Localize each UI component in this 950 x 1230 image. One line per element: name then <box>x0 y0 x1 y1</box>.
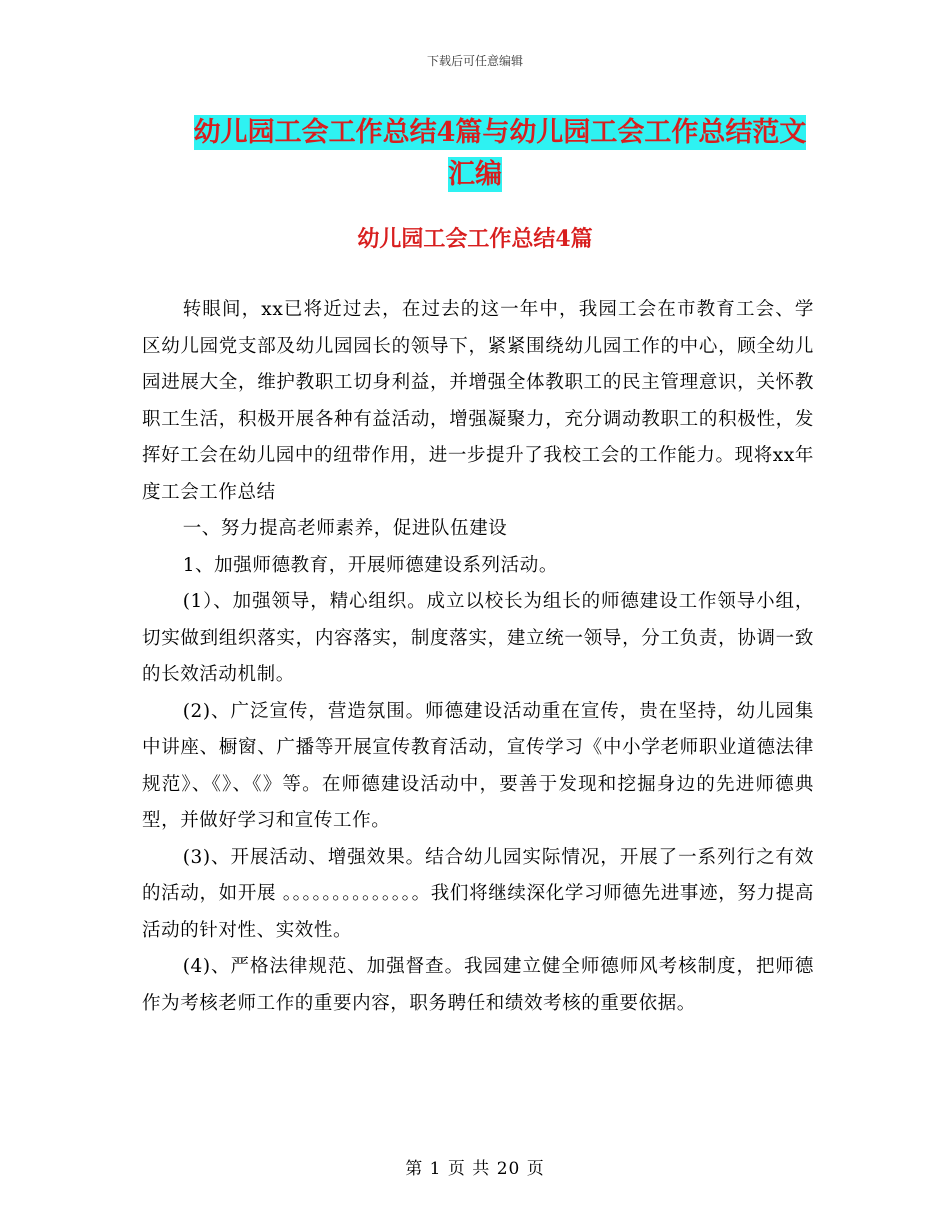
paragraph-item-2: (2)、广泛宣传，营造氛围。师德建设活动重在宣传，贵在坚持，幼儿园集中讲座、橱窗、广播等开展宣传教育活动，宣传学习《中小学老师职业道德法律规范》、《》、《》等。在师德建设活动中，要善于发现和挖掘身边的先进师德典型，并做好学习和宣传工作。 <box>142 700 814 831</box>
document-title-text-2: 汇编 <box>448 159 502 190</box>
paragraph-item-3: (3)、开展活动、增强效果。结合幼儿园实际情况，开展了一系列行之有效的活动，如开展 。。。。。。。。。。。。。。我们将继续深化学习师德先进事迹，努力提高活动的针对性、实效性。 <box>142 846 814 941</box>
page-header-note: 下载后可任意编辑 <box>426 54 523 68</box>
paragraph-intro: 转眼间，xx已将近过去，在过去的这一年中，我园工会在市教育工会、学区幼儿园党支部及幼儿园园长的领导下，紧紧围绕幼儿园工作的中心，顾全幼儿园进展大全，维护教职工切身利益，并增强全体教职工的民主管理意识，关怀教职工生活，积极开展各种有益活动，增强凝聚力，充分调动教职工的积极性，发挥好工会在幼儿园中的纽带作用，进一步提升了我校工会的工作能力。现将xx年度工会工作总结 <box>142 299 814 503</box>
page-footer-number: 第 1 页 共 20 页 <box>405 1159 545 1179</box>
paragraph-item-4: (4)、严格法律规范、加强督查。我园建立健全师德师风考核制度，把师德作为考核老师工作的重要内容，职务聘任和绩效考核的重要依据。 <box>142 956 814 1014</box>
document-title-line-2 <box>0 154 950 196</box>
document-title-text-1: 幼儿园工会工作总结4篇与幼儿园工会工作总结范文 <box>193 117 807 148</box>
section-title: 幼儿园工会工作总结4篇 <box>357 226 593 252</box>
paragraph-item-1: (1）、加强领导，精心组织。成立以校长为组长的师德建设工作领导小组，切实做到组织落实，内容落实，制度落实，建立统一领导，分工负责，协调一致的长效活动机制。 <box>142 591 814 685</box>
document-body <box>142 292 814 1022</box>
paragraph-subheading-1: 1、加强师德教育，开展师德建设系列活动。 <box>182 554 558 576</box>
document-title-line-1 <box>0 112 950 154</box>
paragraph-heading-1: 一、努力提高老师素养，促进队伍建设 <box>182 518 508 539</box>
